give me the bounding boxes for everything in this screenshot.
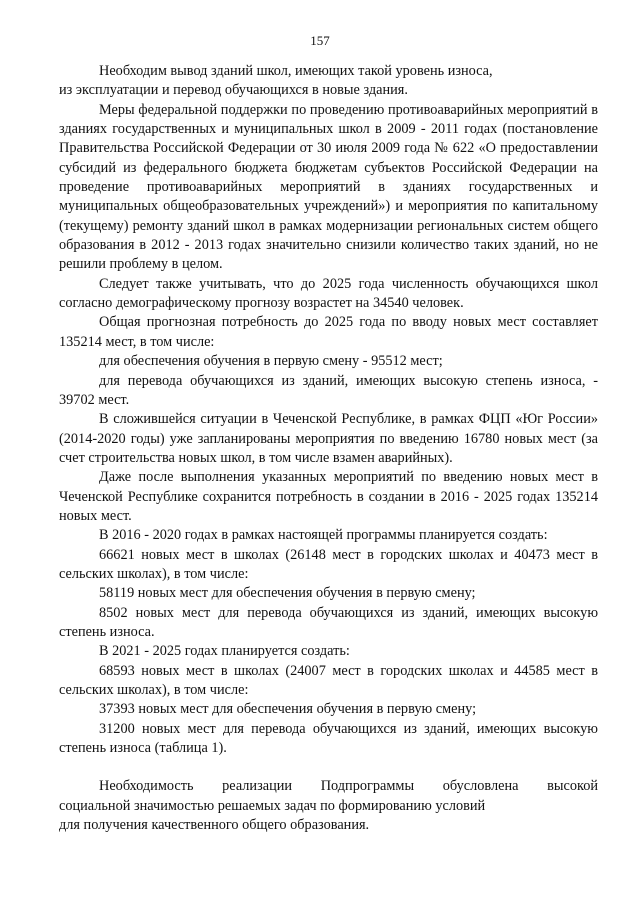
paragraph-plan-2016-2020: В 2016 - 2020 годах в рамках настоящей программы планируется создать: [99, 527, 548, 544]
paragraph-line: из эксплуатации и перевод обучающихся в новые здания. [59, 82, 408, 99]
paragraph-first-shift-need: для обеспечения обучения в первую смену - 95512 мест; [99, 353, 443, 370]
paragraph-worn-buildings-need: для перевода обучающихся из зданий, имеющих высокую степень износа, - 39702 мест. [59, 372, 598, 408]
paragraph-first-shift-2021-2025: 37393 новых мест для обеспечения обучения в первую смену; [99, 701, 477, 718]
paragraph-worn-2021-2025: 31200 новых мест для перевода обучающихся из зданий, имеющих высокую степень износа (таблица 1). [59, 720, 598, 757]
paragraph-south-russia-program: В сложившейся ситуации в Чеченской Республике, в рамках ФЦП «Юг России» (2014-2020 годы) уже запланированы мероприятия по введению 16780 новых мест (за счет строительства новых школ, в том числе взамен аварийных). [59, 411, 598, 466]
paragraph-plan-2021-2025: В 2021 - 2025 годах планируется создать: [99, 643, 350, 660]
document-body [59, 62, 598, 835]
paragraph-demographic-forecast: Следует также учитывать, что до 2025 года численность обучающихся школ согласно демографическому прогнозу возрастет на 34540 человек. [59, 275, 598, 312]
page-number: 157 [310, 33, 330, 48]
paragraph-first-shift-2016-2020: 58119 новых мест для обеспечения обучения в первую смену; [99, 585, 476, 602]
paragraph-line: социальной значимостью решаемых задач по формированию условий [59, 797, 486, 814]
paragraph-places-2021-2025: 68593 новых мест в школах (24007 мест в городских школах и 44585 мест в сельских школах), в том числе: [59, 662, 598, 698]
paragraph-worn-2016-2020: 8502 новых мест для перевода обучающихся из зданий, имеющих высокую степень износа. [59, 604, 598, 640]
paragraph-line: Необходимость реализации Подпрограммы обусловлена высокой [99, 778, 598, 795]
paragraph-school-withdrawal [59, 62, 598, 101]
paragraph-total-need: Общая прогнозная потребность до 2025 года по вводу новых мест составляет 135214 мест, в том числе: [59, 314, 598, 350]
paragraph-federal-support: Меры федеральной поддержки по проведению противоаварийных мероприятий в зданиях государственных и муниципальных школ в 2009 - 2011 годах (постановление Правительства Российской Федерации от 30 июля 2009 года № 622 «О предоставлении субсидий из федерального бюджета бюджетам субъектов Российской Федерации на проведение противоаварийных мероприятий в зданиях государственных и муниципальных общеобразовательных учреждений») и мероприятия по капитальному (текущему) ремонту зданий школ в рамках модернизации региональных систем общего образования в 2012 - 2013 годах значительно снизили количество таких зданий, но не решили проблему в целом. [59, 101, 598, 273]
paragraph-line: Необходим вывод зданий школ, имеющих такой уровень износа, [99, 63, 493, 79]
paragraph-gap [59, 758, 598, 777]
paragraph-subprogram-necessity [59, 777, 598, 835]
paragraph-places-2016-2020: 66621 новых мест в школах (26148 мест в городских школах и 40473 мест в сельских школах), в том числе: [59, 546, 598, 582]
paragraph-line: для получения качественного общего образования. [59, 817, 370, 834]
paragraph-remaining-need: Даже после выполнения указанных мероприятий по введению новых мест в Чеченской Республике сохранится потребность в создании в 2016 - 2025 годах 135214 новых мест. [59, 469, 598, 524]
